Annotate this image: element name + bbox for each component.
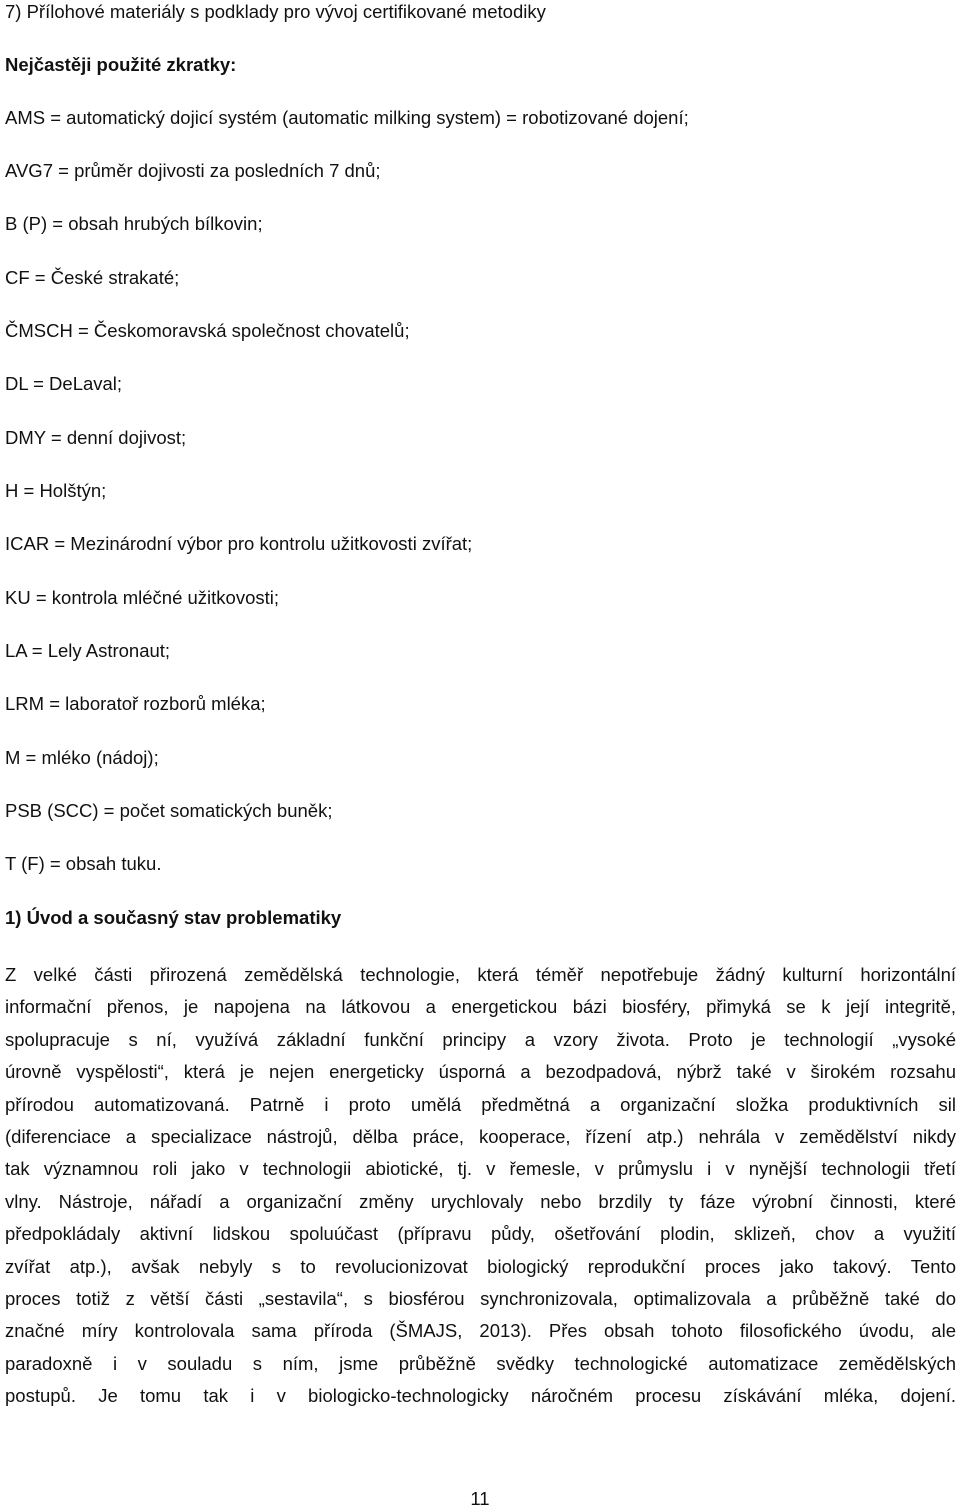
abbreviations-heading: Nejčastěji použité zkratky: — [5, 54, 237, 75]
abbreviation-item: T (F) = obsah tuku. — [5, 853, 162, 874]
abbreviation-item: KU = kontrola mléčné užitkovosti; — [5, 587, 280, 608]
page-number: 11 — [470, 1488, 490, 1509]
paragraph-line: předpokládaly aktivní lidskou spoluúčast (přípravu půdy, ošetřování plodin, sklizeň, chov a využití — [5, 1223, 956, 1245]
paragraph-line: úrovně vyspělosti“, která je nejen energeticky úsporná a bezodpadová, nýbrž také v širokém rozsahu — [5, 1061, 956, 1083]
abbreviation-item: AMS = automatický dojicí systém (automatic milking system) = robotizované dojení; — [5, 107, 689, 128]
paragraph-line: proces totiž z větší části „sestavila“, s biosférou synchronizovala, optimalizovala a průběžně také do — [5, 1288, 956, 1310]
paragraph-line: tak významnou roli jako v technologii abiotické, tj. v řemesle, v průmyslu i v nynější technologii třetí — [5, 1158, 956, 1180]
paragraph-line: značné míry kontrolovala sama příroda (ŠMAJS, 2013). Přes obsah tohoto filosofického úvodu, ale — [5, 1320, 956, 1342]
intro-heading: 1) Úvod a současný stav problematiky — [5, 907, 342, 928]
paragraph-line: Z velké části přirozená zemědělská technologie, která téměř nepotřebuje žádný kulturní horizontální — [5, 964, 956, 985]
section-heading: 7) Přílohové materiály s podklady pro vývoj certifikované metodiky — [5, 1, 546, 22]
paragraph-line: spolupracuje s ní, využívá základní funkční principy a vzory života. Proto je technologií „vysoké — [5, 1028, 956, 1050]
abbreviation-item: LA = Lely Astronaut; — [5, 640, 171, 661]
abbreviation-item: PSB (SCC) = počet somatických buněk; — [5, 800, 333, 821]
abbreviation-item: LRM = laboratoř rozborů mléka; — [5, 693, 266, 714]
abbreviation-item: B (P) = obsah hrubých bílkovin; — [5, 213, 263, 234]
abbreviation-item: H = Holštýn; — [5, 480, 107, 501]
abbreviation-item: ČMSCH = Českomoravská společnost chovatelů; — [5, 320, 410, 341]
paragraph-line: přírodou automatizovaná. Patrně i proto umělá předmětná a organizační složka produktivních sil — [5, 1093, 956, 1115]
paragraph-line: zvířat atp.), avšak nebyly s to revolucionizovat biologický reprodukční proces jako takový. Tento — [5, 1255, 956, 1277]
abbreviation-item: M = mléko (nádoj); — [5, 747, 159, 768]
paragraph-line: (diferenciace a specializace nástrojů, dělba práce, kooperace, řízení atp.) nehrála v zemědělství nikdy — [5, 1126, 956, 1148]
paragraph-line: vlny. Nástroje, nářadí a organizační změny urychlovaly nebo brzdily ty fáze výrobní činnosti, které — [5, 1190, 956, 1212]
abbreviation-item: DL = DeLaval; — [5, 373, 123, 394]
intro-paragraph — [5, 959, 956, 1413]
abbreviation-item: ICAR = Mezinárodní výbor pro kontrolu užitkovosti zvířat; — [5, 533, 473, 554]
abbreviation-item: CF = České strakaté; — [5, 267, 180, 288]
abbreviation-item: AVG7 = průměr dojivosti za posledních 7 dnů; — [5, 160, 381, 181]
paragraph-line: informační přenos, je napojena na látkovou a energetickou bázi biosféry, přimyká se k její integritě, — [5, 996, 956, 1018]
paragraph-line: postupů. Je tomu tak i v biologicko-technologicky náročném procesu získávání mléka, dojení. — [5, 1385, 956, 1407]
paragraph-line: paradoxně i v souladu s ním, jsme průběžně svědky technologické automatizace zemědělských — [5, 1352, 956, 1374]
abbreviation-item: DMY = denní dojivost; — [5, 427, 187, 448]
